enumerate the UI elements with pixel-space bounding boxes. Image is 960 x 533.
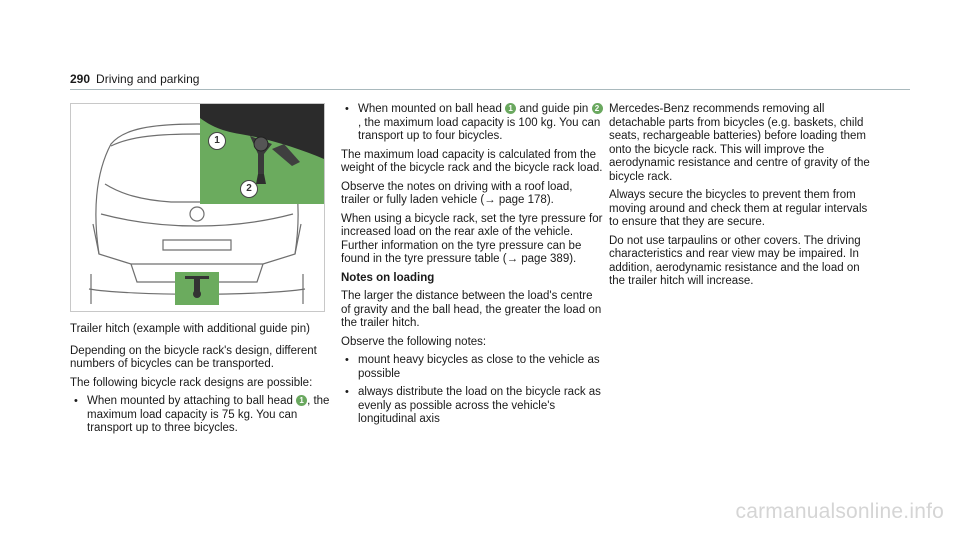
hitch-pin-icon <box>175 272 219 305</box>
callout-2-icon: 2 <box>240 180 258 198</box>
callout-1-icon: 1 <box>208 132 226 150</box>
section-title: Driving and parking <box>96 72 200 86</box>
column-right <box>609 103 871 294</box>
paragraph: The maximum load capacity is calculated from the weight of the bicycle rack and the bicycle rack load. <box>341 148 603 174</box>
bullet-list <box>70 395 332 436</box>
page-header <box>70 72 199 86</box>
figure-caption: Trailer hitch (example with additional guide pin) <box>70 323 310 335</box>
paragraph: Do not use tarpaulins or other covers. The driving characteristics and rear view may be impaired. In addition, aerodynamic resistance and the load on the trailer hitch will increase. <box>609 234 861 287</box>
column-left <box>70 323 332 441</box>
list-item: • When mounted on ball head 1 and guide pin 2, the maximum load capacity is 100 kg. You can transport up to four bicycles. <box>341 103 603 144</box>
header-rule <box>70 89 910 90</box>
column-middle <box>341 103 603 432</box>
list-item: • mount heavy bicycles as close to the vehicle as possible <box>341 354 603 381</box>
section-heading: Notes on loading <box>341 271 435 284</box>
list-item: • always distribute the load on the bicycle rack as evenly as possible across the vehicle's longitudinal axis <box>341 386 603 427</box>
paragraph: The following bicycle rack designs are possible: <box>70 376 313 389</box>
page-number: 290 <box>70 72 91 86</box>
paragraph: Observe the following notes: <box>341 335 487 348</box>
callout-1-icon: 1 <box>296 395 307 406</box>
paragraph: The larger the distance between the load's centre of gravity and the ball head, the greater the load on the trailer hitch. <box>341 290 602 329</box>
paragraph: Always secure the bicycles to prevent them from moving around and check them at regular intervals to ensure that they are secure. <box>609 189 868 228</box>
callout-1-icon: 1 <box>505 103 516 114</box>
inset-detail-bottom <box>175 272 219 305</box>
ball-head-closeup <box>200 104 324 204</box>
callout-2-icon: 2 <box>592 103 603 114</box>
paragraph: Mercedes-Benz recommends removing all detachable parts from bicycles (e.g. baskets, child seats, rechargeable batteries) before loading them onto the bicycle rack. This will improve the aerodynamic resistance and centre of gravity of the bicycle rack. <box>609 103 870 183</box>
bullet-list <box>341 103 603 144</box>
paragraph: Depending on the bicycle rack's design, different numbers of bicycles can be transported. <box>70 344 317 370</box>
watermark: carmanualsonline.info <box>735 500 944 523</box>
paragraph: When using a bicycle rack, set the tyre pressure for increased load on the rear axle of the vehicle. Further information on the tyre pressure can be found in the tyre pressure table (→ page 389). <box>341 212 603 265</box>
paragraph: Observe the notes on driving with a roof load, trailer or fully laden vehicle (→ page 178). <box>341 180 573 206</box>
trailer-hitch-illustration <box>70 103 325 312</box>
inset-detail-top <box>200 104 324 204</box>
bullet-list <box>341 354 603 427</box>
list-item: • When mounted by attaching to ball head 1 , the maximum load capacity is 75 kg. You can transport up to three bicycles. <box>70 395 332 436</box>
